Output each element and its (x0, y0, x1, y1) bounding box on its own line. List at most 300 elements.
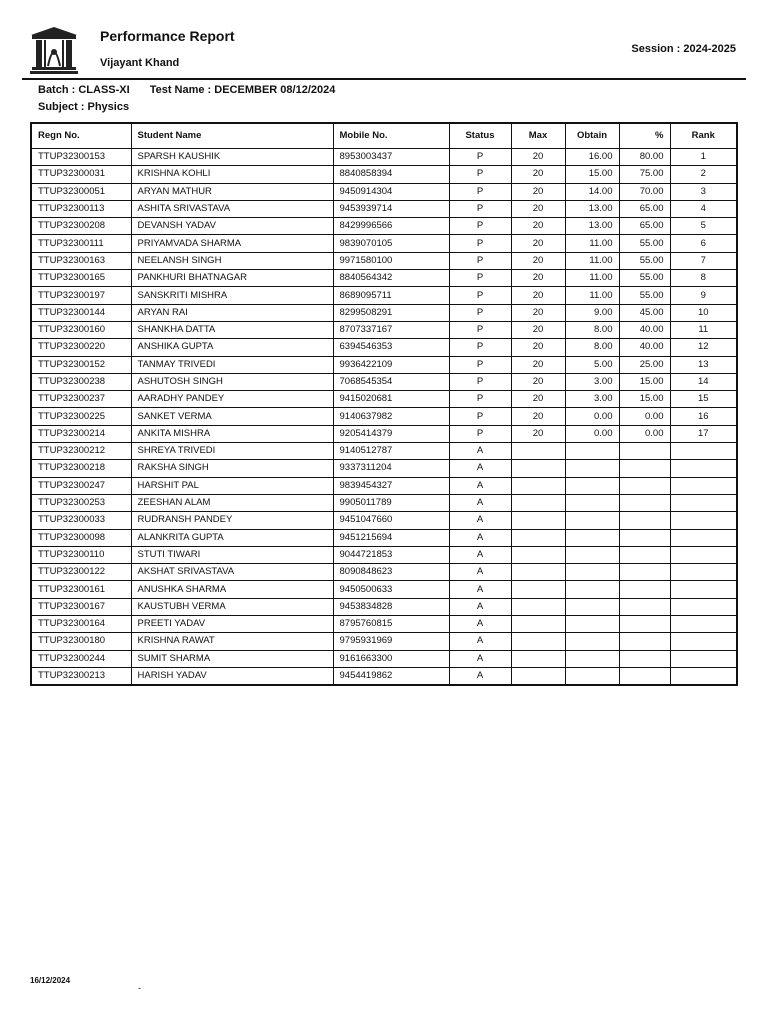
percent-cell (619, 512, 670, 529)
max-cell (511, 546, 565, 563)
student-name-cell: HARSHIT PAL (131, 477, 333, 494)
obtain-cell (565, 598, 619, 615)
mobile-no-cell: 9905011789 (333, 494, 449, 511)
status-cell: A (449, 546, 511, 563)
percent-cell (619, 494, 670, 511)
regn-no-cell: TTUP32300214 (31, 425, 131, 442)
student-name-cell: ZEESHAN ALAM (131, 494, 333, 511)
percent-cell (619, 529, 670, 546)
percent-cell (619, 633, 670, 650)
regn-no-cell: TTUP32300212 (31, 443, 131, 460)
mobile-no-cell: 9453939714 (333, 200, 449, 217)
percent-cell (619, 460, 670, 477)
results-table-body (31, 149, 737, 686)
max-cell: 20 (511, 218, 565, 235)
table-row (31, 252, 737, 269)
max-cell: 20 (511, 183, 565, 200)
mobile-no-cell: 9839454327 (333, 477, 449, 494)
mobile-no-cell: 7068545354 (333, 373, 449, 390)
table-row (31, 270, 737, 287)
student-name-cell: RAKSHA SINGH (131, 460, 333, 477)
rank-cell: 15 (670, 391, 737, 408)
status-cell: P (449, 339, 511, 356)
mobile-no-cell: 9839070105 (333, 235, 449, 252)
status-cell: P (449, 166, 511, 183)
regn-no-cell: TTUP32300153 (31, 149, 131, 166)
mobile-no-cell: 8689095711 (333, 287, 449, 304)
student-name-cell: ASHITA SRIVASTAVA (131, 200, 333, 217)
obtain-cell (565, 460, 619, 477)
regn-no-cell: TTUP32300161 (31, 581, 131, 598)
obtain-cell: 8.00 (565, 321, 619, 338)
table-row (31, 391, 737, 408)
max-cell (511, 529, 565, 546)
mobile-no-cell: 9971580100 (333, 252, 449, 269)
percent-cell: 65.00 (619, 218, 670, 235)
percent-cell: 0.00 (619, 408, 670, 425)
mobile-no-cell: 9044721853 (333, 546, 449, 563)
status-cell: A (449, 494, 511, 511)
max-cell: 20 (511, 373, 565, 390)
regn-no-cell: TTUP32300225 (31, 408, 131, 425)
obtain-cell: 0.00 (565, 408, 619, 425)
max-cell: 20 (511, 321, 565, 338)
student-name-cell: ANKITA MISHRA (131, 425, 333, 442)
max-cell: 20 (511, 391, 565, 408)
mobile-no-cell: 9140512787 (333, 443, 449, 460)
table-row (31, 149, 737, 166)
batch-label: Batch : CLASS-XI (38, 84, 130, 96)
obtain-cell: 16.00 (565, 149, 619, 166)
mobile-no-cell: 9337311204 (333, 460, 449, 477)
print-date: 16/12/2024 (30, 976, 71, 985)
col-header-student-name: Student Name (131, 123, 333, 149)
mobile-no-cell: 9453834828 (333, 598, 449, 615)
obtain-cell: 0.00 (565, 425, 619, 442)
obtain-cell: 15.00 (565, 166, 619, 183)
table-row (31, 460, 737, 477)
regn-no-cell: TTUP32300213 (31, 667, 131, 685)
status-cell: A (449, 650, 511, 667)
max-cell: 20 (511, 252, 565, 269)
obtain-cell (565, 581, 619, 598)
student-name-cell: STUTI TIWARI (131, 546, 333, 563)
regn-no-cell: TTUP32300111 (31, 235, 131, 252)
regn-no-cell: TTUP32300220 (31, 339, 131, 356)
table-row (31, 356, 737, 373)
table-row (31, 339, 737, 356)
max-cell (511, 581, 565, 598)
regn-no-cell: TTUP32300167 (31, 598, 131, 615)
student-name-cell: DEVANSH YADAV (131, 218, 333, 235)
table-row (31, 321, 737, 338)
status-cell: A (449, 616, 511, 633)
max-cell (511, 494, 565, 511)
percent-cell: 75.00 (619, 166, 670, 183)
mobile-no-cell: 9451047660 (333, 512, 449, 529)
col-header-status: Status (449, 123, 511, 149)
regn-no-cell: TTUP32300098 (31, 529, 131, 546)
rank-cell (670, 512, 737, 529)
rank-cell: 5 (670, 218, 737, 235)
rank-cell: 9 (670, 287, 737, 304)
mobile-no-cell: 9450914304 (333, 183, 449, 200)
percent-cell: 15.00 (619, 373, 670, 390)
obtain-cell (565, 564, 619, 581)
percent-cell: 55.00 (619, 252, 670, 269)
mobile-no-cell: 8953003437 (333, 149, 449, 166)
student-name-cell: ANUSHKA SHARMA (131, 581, 333, 598)
mobile-no-cell: 8090848623 (333, 564, 449, 581)
mobile-no-cell: 6394546353 (333, 339, 449, 356)
rank-cell (670, 443, 737, 460)
status-cell: A (449, 598, 511, 615)
student-name-cell: PANKHURI BHATNAGAR (131, 270, 333, 287)
obtain-cell (565, 443, 619, 460)
rank-cell: 17 (670, 425, 737, 442)
rank-cell: 6 (670, 235, 737, 252)
percent-cell (619, 667, 670, 685)
student-name-cell: KRISHNA RAWAT (131, 633, 333, 650)
regn-no-cell: TTUP32300122 (31, 564, 131, 581)
student-name-cell: SPARSH KAUSHIK (131, 149, 333, 166)
mobile-no-cell: 9795931969 (333, 633, 449, 650)
batch-test-line (38, 84, 335, 96)
status-cell: P (449, 235, 511, 252)
student-name-cell: KAUSTUBH VERMA (131, 598, 333, 615)
regn-no-cell: TTUP32300160 (31, 321, 131, 338)
percent-cell: 80.00 (619, 149, 670, 166)
regn-no-cell: TTUP32300051 (31, 183, 131, 200)
session-label: Session : 2024-2025 (631, 43, 736, 55)
max-cell (511, 477, 565, 494)
table-row (31, 304, 737, 321)
obtain-cell (565, 477, 619, 494)
table-row (31, 564, 737, 581)
col-header-max: Max (511, 123, 565, 149)
student-name-cell: ARYAN RAI (131, 304, 333, 321)
regn-no-cell: TTUP32300144 (31, 304, 131, 321)
status-cell: A (449, 667, 511, 685)
student-name-cell: ALANKRITA GUPTA (131, 529, 333, 546)
max-cell (511, 564, 565, 581)
rank-cell: 10 (670, 304, 737, 321)
obtain-cell: 13.00 (565, 218, 619, 235)
report-title: Performance Report (100, 28, 235, 44)
student-name-cell: ASHUTOSH SINGH (131, 373, 333, 390)
mobile-no-cell: 8429996566 (333, 218, 449, 235)
rank-cell: 8 (670, 270, 737, 287)
table-row (31, 494, 737, 511)
col-header-mobile: Mobile No. (333, 123, 449, 149)
rank-cell (670, 633, 737, 650)
regn-no-cell: TTUP32300247 (31, 477, 131, 494)
rank-cell (670, 494, 737, 511)
status-cell: P (449, 252, 511, 269)
max-cell: 20 (511, 270, 565, 287)
percent-cell: 70.00 (619, 183, 670, 200)
student-name-cell: SHANKHA DATTA (131, 321, 333, 338)
table-row (31, 477, 737, 494)
percent-cell: 25.00 (619, 356, 670, 373)
status-cell: P (449, 408, 511, 425)
col-header-percent: % (619, 123, 670, 149)
table-row (31, 373, 737, 390)
student-name-cell: AARADHY PANDEY (131, 391, 333, 408)
rank-cell: 4 (670, 200, 737, 217)
max-cell: 20 (511, 339, 565, 356)
percent-cell (619, 598, 670, 615)
rank-cell (670, 616, 737, 633)
status-cell: P (449, 373, 511, 390)
status-cell: P (449, 149, 511, 166)
rank-cell: 12 (670, 339, 737, 356)
table-row (31, 512, 737, 529)
table-row (31, 200, 737, 217)
student-name-cell: ANSHIKA GUPTA (131, 339, 333, 356)
max-cell (511, 650, 565, 667)
regn-no-cell: TTUP32300237 (31, 391, 131, 408)
rank-cell (670, 650, 737, 667)
max-cell (511, 633, 565, 650)
max-cell (511, 598, 565, 615)
status-cell: P (449, 356, 511, 373)
regn-no-cell: TTUP32300238 (31, 373, 131, 390)
status-cell: P (449, 304, 511, 321)
test-name-label: Test Name : DECEMBER 08/12/2024 (149, 84, 336, 96)
max-cell: 20 (511, 356, 565, 373)
percent-cell (619, 477, 670, 494)
mobile-no-cell: 9450500633 (333, 581, 449, 598)
max-cell: 20 (511, 287, 565, 304)
rank-cell: 2 (670, 166, 737, 183)
status-cell: A (449, 564, 511, 581)
student-name-cell: PREETI YADAV (131, 616, 333, 633)
header-divider (22, 78, 746, 80)
max-cell: 20 (511, 200, 565, 217)
rank-cell (670, 460, 737, 477)
student-name-cell: PRIYAMVADA SHARMA (131, 235, 333, 252)
student-name-cell: RUDRANSH PANDEY (131, 512, 333, 529)
obtain-cell: 14.00 (565, 183, 619, 200)
rank-cell: 1 (670, 149, 737, 166)
max-cell (511, 667, 565, 685)
student-name-cell: SHREYA TRIVEDI (131, 443, 333, 460)
status-cell: A (449, 443, 511, 460)
status-cell: P (449, 391, 511, 408)
table-row (31, 235, 737, 252)
regn-no-cell: TTUP32300152 (31, 356, 131, 373)
max-cell: 20 (511, 149, 565, 166)
regn-no-cell: TTUP32300218 (31, 460, 131, 477)
obtain-cell (565, 667, 619, 685)
rank-cell: 7 (670, 252, 737, 269)
percent-cell: 65.00 (619, 200, 670, 217)
mobile-no-cell: 8707337167 (333, 321, 449, 338)
obtain-cell (565, 494, 619, 511)
status-cell: P (449, 183, 511, 200)
status-cell: P (449, 200, 511, 217)
regn-no-cell: TTUP32300208 (31, 218, 131, 235)
percent-cell: 0.00 (619, 425, 670, 442)
status-cell: P (449, 218, 511, 235)
table-row (31, 287, 737, 304)
table-row (31, 166, 737, 183)
table-row (31, 667, 737, 685)
mobile-no-cell: 9140637982 (333, 408, 449, 425)
obtain-cell: 3.00 (565, 373, 619, 390)
regn-no-cell: TTUP32300197 (31, 287, 131, 304)
table-row (31, 443, 737, 460)
status-cell: P (449, 425, 511, 442)
table-row (31, 581, 737, 598)
obtain-cell: 8.00 (565, 339, 619, 356)
student-name-cell: ARYAN MATHUR (131, 183, 333, 200)
obtain-cell (565, 650, 619, 667)
results-table (30, 122, 738, 686)
rank-cell (670, 546, 737, 563)
table-row (31, 650, 737, 667)
mobile-no-cell: 9454419862 (333, 667, 449, 685)
col-header-rank: Rank (670, 123, 737, 149)
rank-cell: 16 (670, 408, 737, 425)
mobile-no-cell: 9205414379 (333, 425, 449, 442)
obtain-cell (565, 616, 619, 633)
mobile-no-cell: 9451215694 (333, 529, 449, 546)
regn-no-cell: TTUP32300163 (31, 252, 131, 269)
status-cell: P (449, 287, 511, 304)
mobile-no-cell: 8840858394 (333, 166, 449, 183)
student-name-cell: SANSKRITI MISHRA (131, 287, 333, 304)
status-cell: A (449, 477, 511, 494)
max-cell (511, 460, 565, 477)
student-name-cell: HARISH YADAV (131, 667, 333, 685)
percent-cell: 55.00 (619, 287, 670, 304)
obtain-cell: 11.00 (565, 287, 619, 304)
percent-cell (619, 443, 670, 460)
rank-cell (670, 667, 737, 685)
obtain-cell: 9.00 (565, 304, 619, 321)
table-header-row (31, 123, 737, 149)
max-cell (511, 616, 565, 633)
student-name-cell: SUMIT SHARMA (131, 650, 333, 667)
percent-cell: 55.00 (619, 270, 670, 287)
rank-cell (670, 598, 737, 615)
mobile-no-cell: 9415020681 (333, 391, 449, 408)
rank-cell: 14 (670, 373, 737, 390)
subject-label: Subject : Physics (38, 101, 130, 113)
student-name-cell: KRISHNA KOHLI (131, 166, 333, 183)
rank-cell: 3 (670, 183, 737, 200)
mobile-no-cell: 8299508291 (333, 304, 449, 321)
max-cell: 20 (511, 425, 565, 442)
obtain-cell: 11.00 (565, 252, 619, 269)
percent-cell (619, 616, 670, 633)
regn-no-cell: TTUP32300164 (31, 616, 131, 633)
obtain-cell (565, 529, 619, 546)
table-row (31, 183, 737, 200)
obtain-cell (565, 512, 619, 529)
status-cell: A (449, 512, 511, 529)
percent-cell: 40.00 (619, 321, 670, 338)
rank-cell (670, 564, 737, 581)
regn-no-cell: TTUP32300253 (31, 494, 131, 511)
percent-cell (619, 650, 670, 667)
rank-cell (670, 529, 737, 546)
mobile-no-cell: 9936422109 (333, 356, 449, 373)
table-row (31, 616, 737, 633)
rank-cell: 11 (670, 321, 737, 338)
percent-cell: 15.00 (619, 391, 670, 408)
percent-cell: 40.00 (619, 339, 670, 356)
status-cell: P (449, 321, 511, 338)
max-cell: 20 (511, 166, 565, 183)
max-cell: 20 (511, 304, 565, 321)
max-cell (511, 443, 565, 460)
status-cell: A (449, 529, 511, 546)
footer-dash: - (138, 983, 141, 993)
obtain-cell: 5.00 (565, 356, 619, 373)
col-header-obtain: Obtain (565, 123, 619, 149)
percent-cell (619, 546, 670, 563)
max-cell: 20 (511, 235, 565, 252)
status-cell: P (449, 270, 511, 287)
percent-cell (619, 581, 670, 598)
mobile-no-cell: 8840564342 (333, 270, 449, 287)
col-header-regn: Regn No. (31, 123, 131, 149)
table-row (31, 408, 737, 425)
status-cell: A (449, 460, 511, 477)
status-cell: A (449, 633, 511, 650)
table-row (31, 425, 737, 442)
student-name-cell: AKSHAT SRIVASTAVA (131, 564, 333, 581)
regn-no-cell: TTUP32300165 (31, 270, 131, 287)
mobile-no-cell: 8795760815 (333, 616, 449, 633)
regn-no-cell: TTUP32300033 (31, 512, 131, 529)
table-row (31, 633, 737, 650)
branch-name: Vijayant Khand (100, 57, 180, 69)
obtain-cell: 11.00 (565, 235, 619, 252)
max-cell (511, 512, 565, 529)
obtain-cell (565, 546, 619, 563)
percent-cell (619, 564, 670, 581)
percent-cell: 45.00 (619, 304, 670, 321)
table-row (31, 218, 737, 235)
student-name-cell: TANMAY TRIVEDI (131, 356, 333, 373)
obtain-cell (565, 633, 619, 650)
status-cell: A (449, 581, 511, 598)
table-row (31, 598, 737, 615)
obtain-cell: 13.00 (565, 200, 619, 217)
rank-cell (670, 581, 737, 598)
table-row (31, 546, 737, 563)
student-name-cell: NEELANSH SINGH (131, 252, 333, 269)
regn-no-cell: TTUP32300031 (31, 166, 131, 183)
mobile-no-cell: 9161663300 (333, 650, 449, 667)
percent-cell: 55.00 (619, 235, 670, 252)
max-cell: 20 (511, 408, 565, 425)
obtain-cell: 3.00 (565, 391, 619, 408)
obtain-cell: 11.00 (565, 270, 619, 287)
regn-no-cell: TTUP32300110 (31, 546, 131, 563)
institute-logo-icon (29, 26, 79, 74)
regn-no-cell: TTUP32300180 (31, 633, 131, 650)
student-name-cell: SANKET VERMA (131, 408, 333, 425)
regn-no-cell: TTUP32300113 (31, 200, 131, 217)
regn-no-cell: TTUP32300244 (31, 650, 131, 667)
rank-cell (670, 477, 737, 494)
table-row (31, 529, 737, 546)
